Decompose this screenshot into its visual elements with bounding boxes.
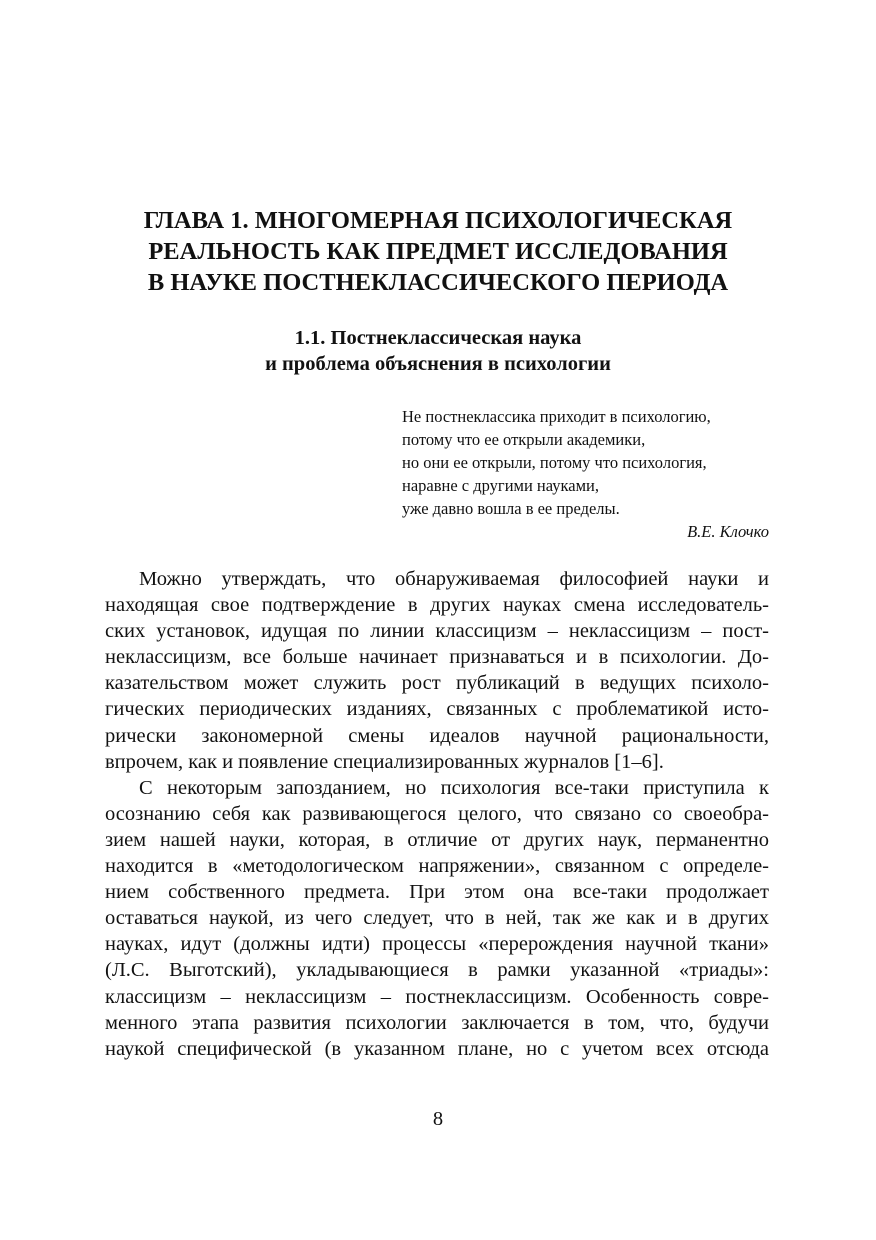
text-line: менного этапа развития психологии заключается в том, что, будучи	[105, 1011, 769, 1034]
text-line: С некоторым запозданием, но психология все-таки приступила к	[139, 776, 769, 799]
text-line: ских установок, идущая по линии классицизм – неклассицизм – пост-	[105, 620, 769, 643]
chapter-title-line: В НАУКЕ ПОСТНЕКЛАССИЧЕСКОГО ПЕРИОДА	[147, 269, 729, 296]
text-line: наукой специфической (в указанном плане, но с учетом всех отсюда	[105, 1037, 769, 1060]
text-line: казательством может служить рост публикаций в ведущих психоло-	[105, 672, 769, 695]
chapter-title-line: РЕАЛЬНОСТЬ КАК ПРЕДМЕТ ИССЛЕДОВАНИЯ	[148, 238, 728, 265]
text-line: находится в «методологическом напряжении», связанном с определе-	[105, 855, 769, 878]
paragraph	[105, 775, 769, 1062]
epigraph	[402, 405, 769, 543]
chapter-title	[100, 205, 776, 298]
epigraph-line: но они ее открыли, потому что психология,	[402, 453, 707, 472]
epigraph-line: Не постнеклассика приходит в психологию,	[402, 407, 711, 426]
section-title-line: 1.1. Постнеклассическая наука	[294, 327, 582, 349]
text-line: зием нашей науки, которая, в отличие от других наук, перманентно	[105, 828, 769, 851]
text-line: неклассицизм, все больше начинает признаваться и в психологии. До-	[105, 646, 769, 669]
page-number: 8	[432, 1108, 444, 1130]
text-line: оставаться наукой, из чего следует, что в ней, так же как и в других	[105, 907, 769, 930]
section-title	[100, 325, 776, 377]
text-line: нием собственного предмета. При этом она все-таки продолжает	[105, 881, 769, 904]
text-line: гических периодических изданиях, связанных с проблематикой исто-	[105, 698, 769, 721]
text-line: рически закономерной смены идеалов научной рациональности,	[105, 724, 769, 747]
chapter-title-line: ГЛАВА 1. МНОГОМЕРНАЯ ПСИХОЛОГИЧЕСКАЯ	[143, 207, 733, 234]
epigraph-author: В.Е. Клочко	[687, 522, 769, 541]
section-title-line: и проблема объяснения в психологии	[265, 353, 611, 375]
body-text	[105, 566, 769, 1062]
text-line: находящая свое подтверждение в других науках смена исследователь-	[105, 594, 769, 617]
text-line: осознанию себя как развивающегося целого, что связано со своеобра-	[105, 802, 769, 825]
epigraph-line: потому что ее открыли академики,	[402, 430, 646, 449]
paragraph	[105, 566, 769, 775]
text-line: науках, идут (должны идти) процессы «перерождения научной ткани»	[105, 933, 769, 956]
text-line: впрочем, как и появление специализированных журналов [1–6].	[105, 750, 664, 773]
text-line: (Л.С. Выготский), укладывающиеся в рамки указанной «триады»:	[105, 959, 769, 982]
epigraph-line: наравне с другими науками,	[402, 476, 599, 495]
text-line: Можно утверждать, что обнаруживаемая философией науки и	[139, 568, 769, 590]
epigraph-line: уже давно вошла в ее пределы.	[402, 499, 620, 518]
text-line: классицизм – неклассицизм – постнеклассицизм. Особенность совре-	[105, 985, 769, 1008]
